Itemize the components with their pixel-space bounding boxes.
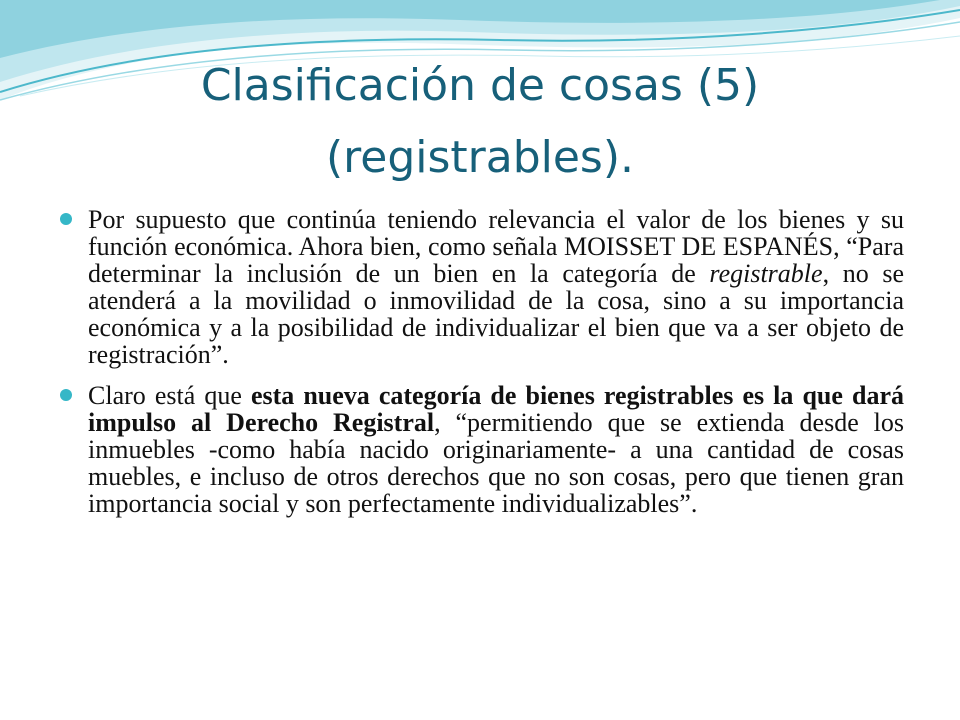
bullet-2-text-end: , “permitiendo que se extienda desde los inmuebles -como había nacido originariamente- a una cantidad de cosas muebles, e incluso de otros derechos que no son cosas, pero que tienen gran importancia social y son perfectamente individualizables”.	[88, 408, 904, 518]
title-line-1: Clasificación de cosas (5)	[200, 60, 760, 111]
bullet-1-italic-term: registrable	[709, 259, 823, 288]
bullet-2-bold-phrase: esta nueva categoría de bienes registrables es la que dará impulso al Derecho Registral	[88, 381, 904, 437]
slide-title	[60, 50, 900, 194]
bullet-item-2	[58, 382, 904, 517]
title-line-2: (registrables).	[325, 132, 635, 183]
bullet-item-1	[58, 206, 904, 368]
bullet-dot-icon	[60, 389, 72, 401]
bullet-1-text-end: , no se atenderá a la movilidad o inmovilidad de la cosa, sino a su importancia económica y a la posibilidad de individualizar el bien que va a ser objeto de registración”.	[88, 259, 904, 369]
bullet-dot-icon	[60, 213, 72, 225]
bullet-1-text: Por supuesto que continúa teniendo relevancia el valor de los bienes y su función económica. Ahora bien, como señala MOISSET DE ESPANÉS, “Para determinar la inclusión de un bien en la categoría de	[88, 205, 904, 288]
bullet-2-text: Claro está que	[88, 381, 251, 410]
bullet-list	[58, 206, 904, 517]
